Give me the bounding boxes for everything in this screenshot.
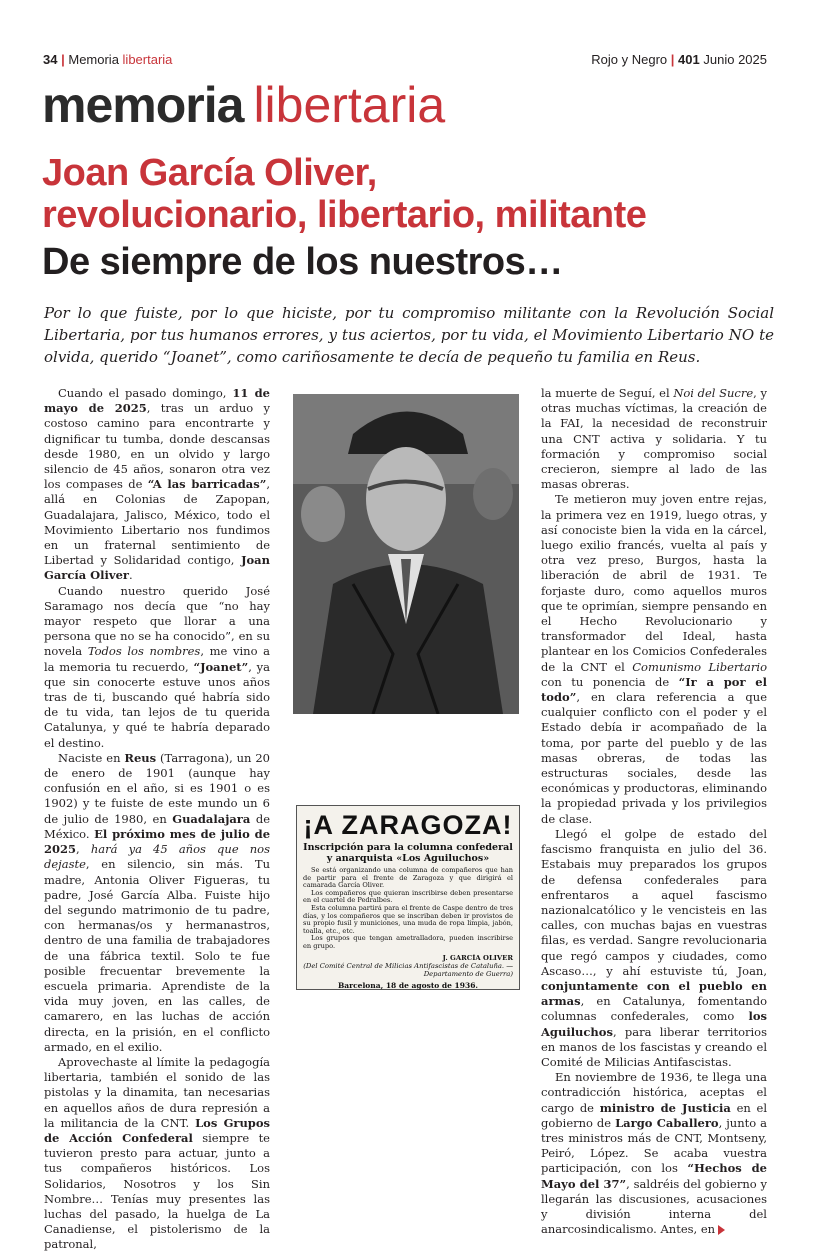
- clipping-paragraph: Los grupos que tengan ametralladora, pueden inscribirse en grupo.: [303, 934, 513, 950]
- paragraph: Cuando nuestro querido José Saramago nos decía que “no hay mayor respeto que llorar a una persona que no se ha conocido”, en su novela Todos los nombres, me vino a la memoria tu recuerdo, “Joanet”, ya que sin conocerte estuve unos años tras de ti, buscando qué habría sido de tu vida, tan lejos de tu querida Catalunya, y qué te habría deparado el destino.: [44, 583, 270, 750]
- portrait-photo: [293, 394, 519, 714]
- paragraph: Llegó el golpe de estado del fascismo franquista en julio del 36. Estabais muy preparados los grupos de defensa confederales para enfrentaros a aquel fascismo nazionalcatólico y le vencisteis en las calles, con muchas bajas en vuestras filas, es verdad. Sangre revolucionaria que regó campos y ciudades, como Ascaso…, y ahí estuviste tú, Joan, conjuntamente con el pueblo en armas, en Catalunya, fomentando columnas confederales, como los Aguiluchos, para liberar territorios en manos de los fascistas y creando el Comité de Milicias Antifascistas.: [541, 826, 767, 1069]
- clipping-paragraph: Esta columna partirá para el frente de Caspe dentro de tres días, y los compañeros que se inscriban deben ir provistos de su propio fusil y municiones, una muda de ropa limpia, jabón, toalla, etc., etc.: [303, 903, 513, 935]
- header-divider: |: [61, 52, 65, 67]
- portrait-photo-graphic: [293, 394, 519, 714]
- clipping-paragraph: Los compañeros que quieran inscribirse deben presentarse en el cuartel de Pedralbes.: [303, 888, 513, 905]
- masthead-part2: libertaria: [253, 77, 446, 133]
- clipping-body: [303, 867, 513, 951]
- issue-date: Junio 2025: [703, 52, 767, 67]
- article-subtitle: De siempre de los nuestros…: [42, 241, 563, 283]
- clipping-date: Barcelona, 18 de agosto de 1936.: [337, 980, 479, 990]
- continue-arrow-icon: [718, 1225, 725, 1235]
- header-divider: |: [670, 52, 675, 67]
- paragraph: Naciste en Reus (Tarragona), un 20 de enero de 1901 (aunque hay confusión en el año, si es 1901 o es 1902) y te fuiste de este mundo un 6 de julio de 1980, en Guadalajara de México. El próximo mes de julio de 2025, hará ya 45 años que nos dejaste, en silencio, sin más. Tu madre, Antonia Oliver Figueras, tu padre, José García Alba. Fuiste hijo del segundo matrimonio de tu padre, con hermanas/os y hermanastros, dentro de una familia de trabajadores de una fábrica textil. Solo te fue posible frecuentar brevemente la escuela primaria. Aprendiste de la vida muy joven, en las calles, de camarero, en las luchas de acción directa, en la prisión, en el conflicto armado, en el exilio.: [44, 750, 271, 1054]
- clipping-paragraph: Se está organizando una columna de compañeros que han de partir para el frente de Zaragoza y que dirigirá el camarada García Oliver.: [303, 866, 513, 890]
- title-line-1: Joan García Oliver,: [42, 152, 377, 194]
- masthead-part1: memoria: [42, 77, 244, 133]
- paragraph: Te metieron muy joven entre rejas, la primera vez en 1919, luego otras, y así conociste bien la vida en la cárcel, luego exilio francés, vuelta al país y otra vez preso, Burgos, hasta la liberación de abril de 1931. Te forjaste duro, como aquellos muros que te oprimían, siempre pensando en el Hecho Revolucionario y transformador del Ideal, hasta plantear en los Comicios Confederales de la CNT el Comunismo Libertario con tu ponencia de “Ir a por el todo”, en clara referencia a que cualquier conflicto con el poder y el Estado debía ir acompañado de la toma, por parte del pueblo y de las masas obreras, de todas las estructuras sociales, desde las económicas y productoras, eliminando la propiedad privada y los privilegios de clase.: [541, 492, 767, 826]
- paragraph: la muerte de Seguí, el Noi del Sucre, y otras muchas víctimas, la creación de la FAI, la necesidad de reconstruir una CNT activa y solidaria. Y tu formación y compromiso social crecieron, siempre al lado de las masas obreras.: [541, 386, 767, 492]
- page-header-right: [591, 52, 767, 67]
- publication-name: Rojo y Negro: [591, 52, 668, 67]
- article-intro: Por lo que fuiste, por lo que hiciste, por tu compromiso militante con la Revolución Social Libertaria, por tus humanos errores, y tus aciertos, por tu vida, el Movimiento Libertario NO te olvida, querido “Joanet”, como cariñosamente te decía de pequeño tu familia en Reus.: [44, 304, 774, 366]
- issue-number: 401: [678, 52, 700, 67]
- clipping-signature: J. GARCÍA OLIVER (Del Comité Central de Milicias Antifascistas de Cataluña. — Departamento de Guerra): [303, 953, 513, 978]
- paragraph: Aprovechaste al límite la pedagogía libertaria, también el sonido de las pistolas y la dinamita, tan necesarias en aquellos años de dura represión a la militancia de la CNT. Los Grupos de Acción Confederal siempre te tuvieron presto para actuar, junto a tus compañeros históricos. Los Solidarios, Nosotros y los Sin Nombre… Tenías muy presentes las luchas del pasado, la huelga de La Canadiense, el pistolerismo de la patronal,: [44, 1054, 270, 1252]
- paragraph: Cuando el pasado domingo, 11 de mayo de 2025, tras un arduo y costoso camino para encontrarte y dignificar tu tumba, donde descansas desde 1980, en un olvido y largo silencio de 45 años, sonaron otra vez los compases de “A las barricadas”, allá en Colonias de Zapopan, Guadalajara, Jalisco, México, todo el Movimiento Libertario nos fundimos en un fraternal sentimiento de Libertad y Solidaridad contigo, Joan García Oliver.: [44, 386, 270, 583]
- clipping-subhead: Inscripción para la columna confederal y anarquista «Los Aguiluchos»: [303, 842, 513, 864]
- page-header-left: [43, 52, 172, 67]
- text-column-1: [44, 386, 270, 1253]
- page-number: 34: [43, 52, 58, 67]
- title-line-2: revolucionario, libertario, militante: [42, 194, 647, 236]
- article-title: [42, 152, 782, 236]
- clipping-headline: ¡A ZARAGOZA!: [303, 810, 513, 840]
- paragraph: En noviembre de 1936, te llega una contradicción histórica, aceptas el cargo de ministro de Justicia en el gobierno de Largo Caballero, junto a tres ministros más de CNT, Montseny, Peiró, López. Se acaba vuestra participación, con los “Hechos de Mayo del 37”, saldréis del gobierno y llegarán las discusiones, acusaciones y división interna del anarcosindicalismo. Antes, en: [541, 1070, 767, 1237]
- section-name-accent: libertaria: [122, 52, 173, 67]
- newspaper-clipping: [296, 805, 520, 990]
- section-name: Memoria: [68, 52, 123, 67]
- section-masthead: [42, 76, 445, 134]
- text-column-3: [541, 386, 767, 1237]
